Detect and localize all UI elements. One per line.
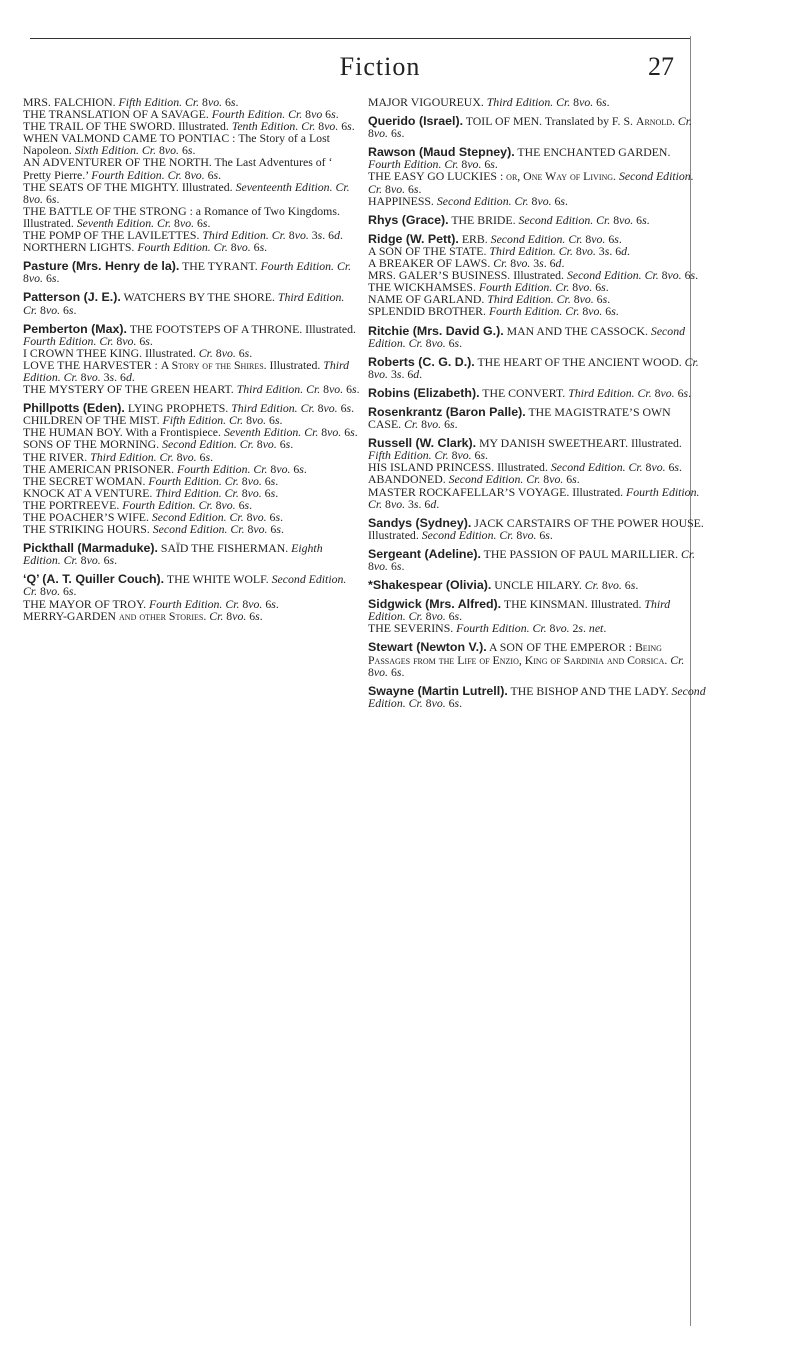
- entry-text: THE PORTREEVE. Fourth Edition. Cr. 8vo. 6s.: [23, 497, 253, 512]
- entry-text: CHILDREN OF THE MIST. Fifth Edition. Cr. 8vo. 6s.: [23, 413, 283, 428]
- author-name: Querido (Israel).: [368, 114, 464, 129]
- entry-text: SPLENDID BROTHER. Fourth Edition. Cr. 8vo. 6s.: [368, 304, 619, 319]
- catalogue-entry: [23, 323, 361, 347]
- entry-text: THE SECRET WOMAN. Fourth Edition. Cr. 8vo. 6s.: [23, 473, 279, 488]
- catalogue-entry: [368, 170, 706, 194]
- catalogue-entry: [368, 146, 706, 170]
- entry-text: THE EASY GO LUCKIES : or, One Way of Living. Second Edition. Cr. 8vo. 6s.: [368, 169, 694, 196]
- entry-text: THE TYRANT. Fourth Edition. Cr. 8vo. 6s.: [23, 259, 352, 286]
- entry-text: THE AMERICAN PRISONER. Fourth Edition. Cr. 8vo. 6s.: [23, 461, 307, 476]
- entry-text: THE CONVERT. Third Edition. Cr. 8vo. 6s.: [482, 385, 692, 400]
- catalogue-entry: [368, 214, 706, 226]
- catalogue-entry: [368, 622, 706, 634]
- catalogue-entry: [368, 641, 706, 677]
- author-name: Russell (W. Clark).: [368, 436, 477, 451]
- entry-text: THE MYSTERY OF THE GREEN HEART. Third Edition. Cr. 8vo. 6s.: [23, 382, 360, 397]
- catalogue-entry: [23, 241, 361, 253]
- catalogue-entry: [23, 383, 361, 395]
- entry-text: THE BATTLE OF THE STRONG : a Romance of Two Kingdoms. Illustrated. Seventh Edition. Cr. 8vo. 6s.: [23, 203, 340, 230]
- entry-text: THE KINSMAN. Illustrated. Third Edition. Cr. 8vo. 6s.: [368, 597, 671, 624]
- catalogue-entry: [23, 610, 361, 622]
- entry-text: ABANDONED. Second Edition. Cr. 8vo. 6s.: [368, 472, 580, 487]
- entry-text: A BREAKER OF LAWS. Cr. 8vo. 3s. 6d.: [368, 256, 565, 271]
- entry-text: JACK CARSTAIRS OF THE POWER HOUSE. Illustrated. Second Edition. Cr. 8vo. 6s.: [368, 515, 704, 542]
- catalogue-entry: [23, 359, 361, 383]
- entry-text: THE RIVER. Third Edition. Cr. 8vo. 6s.: [23, 449, 214, 464]
- entry-text: MRS. FALCHION. Fifth Edition. Cr. 8vo. 6s.: [23, 95, 239, 109]
- entry-text: A SON OF THE STATE. Third Edition. Cr. 8vo. 3s. 6d.: [368, 243, 630, 258]
- catalogue-entry: [23, 181, 361, 205]
- catalogue-entry: [368, 685, 706, 709]
- catalogue-entry: [23, 542, 361, 566]
- top-rule: [30, 38, 690, 39]
- left-column: [23, 96, 361, 622]
- author-name: Pemberton (Max).: [23, 321, 127, 336]
- catalogue-entry: [368, 325, 706, 349]
- entry-text: ERB. Second Edition. Cr. 8vo. 6s.: [461, 231, 622, 246]
- catalogue-entry: [368, 96, 706, 108]
- author-name: Roberts (C. G. D.).: [368, 354, 475, 369]
- author-name: Sidgwick (Mrs. Alfred).: [368, 597, 502, 612]
- author-name: Rawson (Maud Stepney).: [368, 145, 515, 160]
- author-name: Ridge (W. Pett).: [368, 231, 459, 246]
- entry-text: THE HUMAN BOY. With a Frontispiece. Seventh Edition. Cr. 8vo. 6s.: [23, 425, 358, 440]
- catalogue-entry: [368, 548, 706, 572]
- entry-text: THE SEATS OF THE MIGHTY. Illustrated. Seventeenth Edition. Cr. 8vo. 6s.: [23, 179, 350, 206]
- page-title: Fiction: [339, 52, 421, 81]
- entry-text: THE WICKHAMSES. Fourth Edition. Cr. 8vo. 6s.: [368, 280, 609, 295]
- entry-text: AN ADVENTURER OF THE NORTH. The Last Adventures of ‘ Pretty Pierre.’ Fourth Edition. Cr. 8vo. 6s.: [23, 155, 333, 182]
- catalogue-entry: [368, 387, 706, 399]
- entry-text: THE ENCHANTED GARDEN. Fourth Edition. Cr. 8vo. 6s.: [368, 145, 671, 172]
- catalogue-entry: [368, 517, 706, 541]
- entry-text: THE TRAIL OF THE SWORD. Illustrated. Tenth Edition. Cr. 8vo. 6s.: [23, 119, 355, 134]
- catalogue-entry: [23, 291, 361, 315]
- catalogue-entry: [368, 115, 706, 139]
- catalogue-entry: [23, 260, 361, 284]
- entry-text: MERRY-GARDEN and other Stories. Cr. 8vo. 6s.: [23, 608, 263, 623]
- entry-text: THE STRIKING HOURS. Second Edition. Cr. 8vo. 6s.: [23, 522, 284, 537]
- author-name: Swayne (Martin Lutrell).: [368, 683, 508, 698]
- entry-text: SONS OF THE MORNING. Second Edition. Cr. 8vo. 6s.: [23, 437, 294, 452]
- entry-text: MAN AND THE CASSOCK. Second Edition. Cr. 8vo. 6s.: [368, 323, 685, 350]
- entry-text: LOVE THE HARVESTER : A Story of the Shires. Illustrated. Third Edition. Cr. 8vo. 3s. 6d.: [23, 357, 350, 384]
- author-name: Pickthall (Marmaduke).: [23, 541, 158, 556]
- entry-text: UNCLE HILARY. Cr. 8vo. 6s.: [494, 578, 639, 593]
- author-name: Phillpotts (Eden).: [23, 401, 125, 416]
- catalogue-entry: [23, 132, 361, 156]
- entry-text: THE MAYOR OF TROY. Fourth Edition. Cr. 8vo. 6s.: [23, 596, 279, 611]
- author-name: *Shakespear (Olivia).: [368, 578, 492, 593]
- entry-text: KNOCK AT A VENTURE. Third Edition. Cr. 8vo. 6s.: [23, 485, 279, 500]
- entry-text: SAÏD THE FISHERMAN. Eighth Edition. Cr. 8vo. 6s.: [23, 541, 323, 568]
- entry-text: NAME OF GARLAND. Third Edition. Cr. 8vo. 6s.: [368, 292, 611, 307]
- entry-text: HIS ISLAND PRINCESS. Illustrated. Second Edition. Cr. 8vo. 6s.: [368, 460, 682, 475]
- entry-text: LYING PROPHETS. Third Edition. Cr. 8vo. 6s.: [127, 401, 355, 416]
- catalogue-entry: [23, 523, 361, 535]
- entry-text: WATCHERS BY THE SHORE. Third Edition. Cr. 8vo. 6s.: [23, 290, 345, 317]
- catalogue-entry: [368, 356, 706, 380]
- entry-text: THE BRIDE. Second Edition. Cr. 8vo. 6s.: [451, 212, 650, 227]
- entry-text: MAJOR VIGOUREUX. Third Edition. Cr. 8vo. 6s.: [368, 95, 610, 109]
- entry-text: I CROWN THEE KING. Illustrated. Cr. 8vo. 6s.: [23, 345, 253, 360]
- catalogue-entry: [368, 406, 706, 430]
- catalogue-entry: [368, 486, 706, 510]
- catalogue-entry: [368, 195, 706, 207]
- author-name: ‘Q’ (A. T. Quiller Couch).: [23, 572, 165, 587]
- entry-text: THE HEART OF THE ANCIENT WOOD. Cr. 8vo. 3s. 6d.: [368, 354, 699, 381]
- catalogue-entry: [23, 205, 361, 229]
- catalogue-entry: [368, 579, 706, 591]
- right-column: [368, 96, 706, 709]
- entry-text: A SON OF THE EMPEROR : Being Passages from the Life of Enzio, King of Sardinia and Corsica. Cr. 8vo. 6s.: [368, 640, 685, 679]
- author-name: Rosenkrantz (Baron Palle).: [368, 404, 526, 419]
- entry-text: MASTER ROCKAFELLAR’S VOYAGE. Illustrated. Fourth Edition. Cr. 8vo. 3s. 6d.: [368, 484, 700, 511]
- author-name: Rhys (Grace).: [368, 212, 449, 227]
- entry-text: NORTHERN LIGHTS. Fourth Edition. Cr. 8vo. 6s.: [23, 240, 268, 255]
- entry-text: THE POACHER’S WIFE. Second Edition. Cr. 8vo. 6s.: [23, 510, 284, 524]
- entry-text: THE TRANSLATION OF A SAVAGE. Fourth Edition. Cr. 8vo 6s.: [23, 107, 339, 122]
- catalogue-entry: [368, 305, 706, 317]
- catalogue-entry: [23, 573, 361, 597]
- author-name: Sergeant (Adeline).: [368, 546, 481, 561]
- catalogue-entry: [23, 156, 361, 180]
- entry-text: MRS. GALER’S BUSINESS. Illustrated. Second Edition. Cr. 8vo. 6s.: [368, 268, 699, 283]
- entry-text: THE POMP OF THE LAVILETTES. Third Edition. Cr. 8vo. 3s. 6d.: [23, 228, 343, 243]
- author-name: Pasture (Mrs. Henry de la).: [23, 259, 180, 274]
- author-name: Ritchie (Mrs. David G.).: [368, 323, 504, 338]
- entry-text: MY DANISH SWEETHEART. Illustrated. Fifth Edition. Cr. 8vo. 6s.: [368, 436, 682, 463]
- author-name: Patterson (J. E.).: [23, 290, 121, 305]
- author-name: Stewart (Newton V.).: [368, 640, 487, 655]
- entry-text: THE FOOTSTEPS OF A THRONE. Illustrated. Fourth Edition. Cr. 8vo. 6s.: [23, 321, 356, 348]
- entry-text: THE SEVERINS. Fourth Edition. Cr. 8vo. 2s. net.: [368, 621, 607, 636]
- entry-text: WHEN VALMOND CAME TO PONTIAC : The Story of a Lost Napoleon. Sixth Edition. Cr. 8vo. 6s.: [23, 131, 330, 158]
- entry-text: THE PASSION OF PAUL MARILLIER. Cr. 8vo. 6s.: [368, 546, 696, 573]
- entry-text: HAPPINESS. Second Edition. Cr. 8vo. 6s.: [368, 193, 568, 208]
- entry-text: THE BISHOP AND THE LADY. Second Edition. Cr. 8vo. 6s.: [368, 683, 706, 710]
- page-number: 27: [648, 52, 674, 81]
- entry-text: THE WHITE WOLF. Second Edition. Cr. 8vo. 6s.: [23, 572, 347, 599]
- catalogue-entry: [368, 598, 706, 622]
- author-name: Sandys (Sydney).: [368, 515, 472, 530]
- entry-text: THE MAGISTRATE’S OWN CASE. Cr. 8vo. 6s.: [368, 404, 671, 432]
- entry-text: TOIL OF MEN. Translated by F. S. Arnold. Cr. 8vo. 6s.: [368, 114, 693, 141]
- author-name: Robins (Elizabeth).: [368, 385, 480, 400]
- catalogue-entry: [368, 437, 706, 461]
